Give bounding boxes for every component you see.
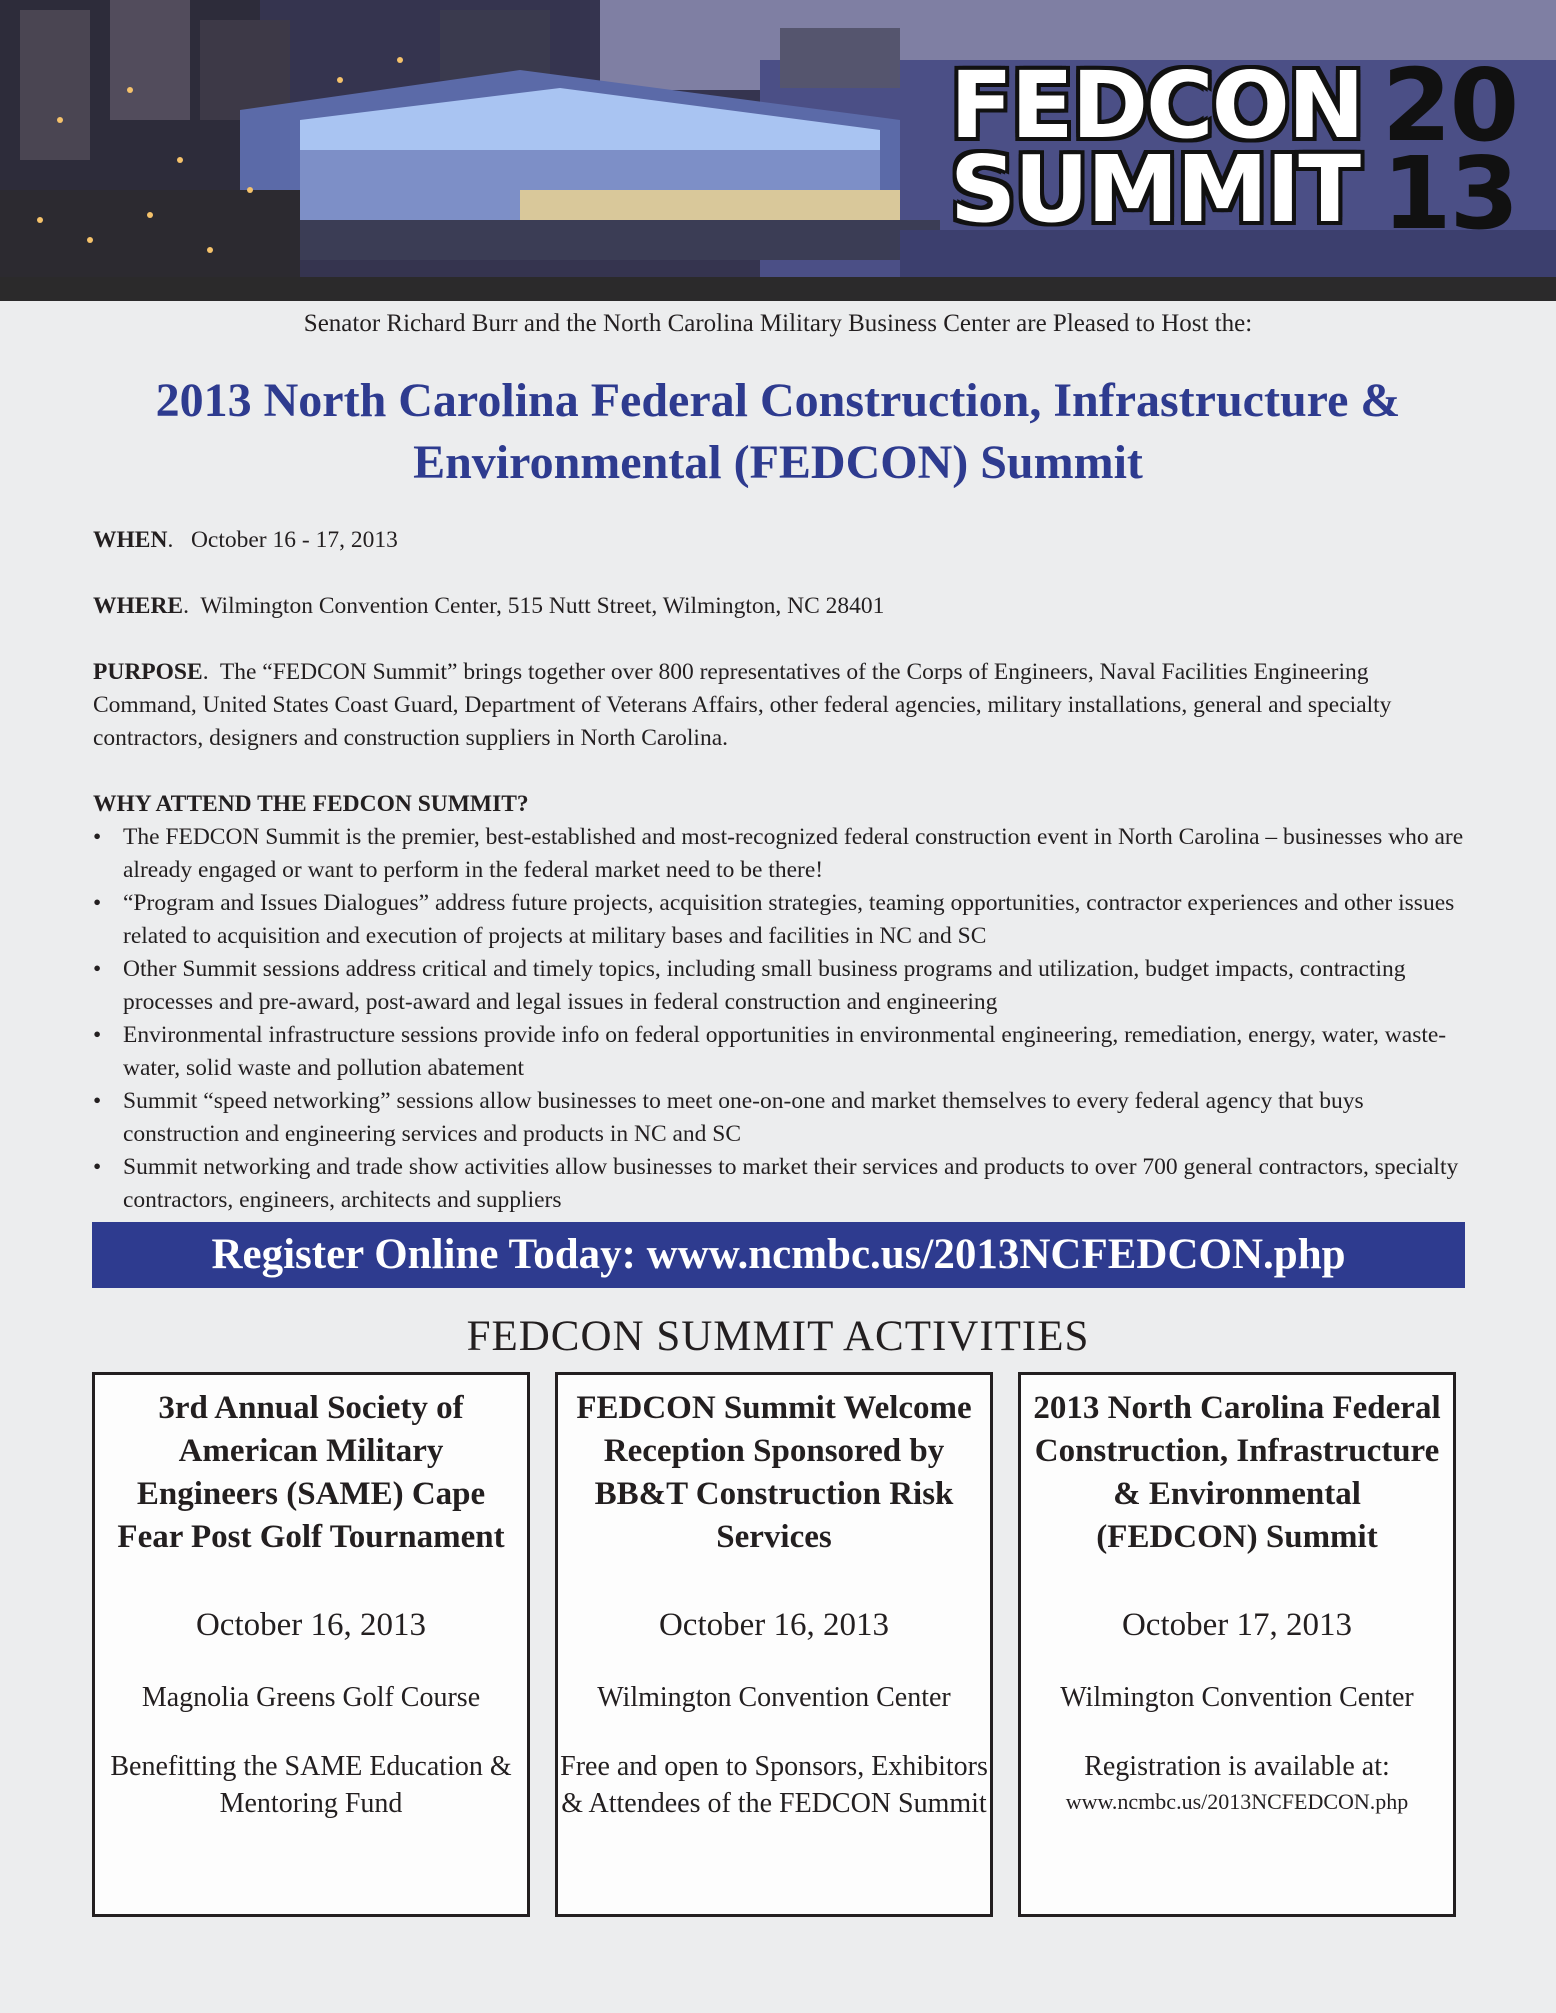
when-label: WHEN xyxy=(93,527,168,553)
logo-summit: SUMMIT xyxy=(950,136,1360,243)
activities-heading: FEDCON SUMMIT ACTIVITIES xyxy=(466,1313,1090,1360)
list-item: • “Program and Issues Dialogues” address future projects, acquisition strategies, teaming opportunities, contractor experiences and other issues related to acquisition and execution of projects at military bases and facilities in NC and SC xyxy=(123,887,1473,953)
activity-venue: Wilmington Convention Center xyxy=(1060,1682,1414,1713)
when-line: WHEN. October 16 - 17, 2013 xyxy=(93,527,398,553)
logo-fedcon: FEDCON xyxy=(950,52,1363,159)
activity-date: October 16, 2013 xyxy=(658,1607,890,1643)
list-item: • Environmental infrastructure sessions provide info on federal opportunities in environmental engineering, remediation, energy, water, waste-water, solid waste and pollution abatement xyxy=(123,1019,1473,1085)
list-item: • Other Summit sessions address critical and timely topics, including small business programs and utilization, budget impacts, contracting processes and pre-award, post-award and legal issues in federal construction and engineering xyxy=(123,953,1473,1019)
header-banner xyxy=(0,0,1556,284)
where-label: WHERE xyxy=(93,593,184,619)
activity-title: FEDCON Summit Welcome Reception Sponsored by BB&T Construction Risk Services xyxy=(576,1390,972,1555)
activity-note: Benefitting the SAME Education & Mentoring Fund xyxy=(110,1751,512,1819)
activity-venue: Wilmington Convention Center xyxy=(597,1682,951,1713)
where-line: WHERE. Wilmington Convention Center, 515 Nutt Street, Wilmington, NC 28401 xyxy=(93,593,885,619)
why-attend-list xyxy=(93,821,1473,1217)
fedcon-summit-logo xyxy=(940,47,1540,252)
activity-title: 3rd Annual Society of American Military Engineers (SAME) Cape Fear Post Golf Tournament xyxy=(117,1390,505,1555)
activity-date: October 17, 2013 xyxy=(1121,1607,1353,1643)
activity-card-reception xyxy=(555,1372,993,1917)
activity-title: 2013 North Carolina Federal Construction, Infrastructure & Environmental (FEDCON) Summit xyxy=(1033,1390,1441,1555)
registration-link[interactable]: www.ncmbc.us/2013NCFEDCON.php xyxy=(1065,1789,1409,1814)
activity-note: Free and open to Sponsors, Exhibitors & Attendees of the FEDCON Summit xyxy=(560,1751,988,1819)
activity-card-summit xyxy=(1018,1372,1456,1917)
purpose-label: PURPOSE xyxy=(93,659,203,685)
why-attend-heading: WHY ATTEND THE FEDCON SUMMIT? xyxy=(93,791,529,817)
event-details xyxy=(93,524,1473,1217)
purpose-value: The “FEDCON Summit” brings together over 800 representatives of the Corps of Engineers, Naval Facilities Engineering Command, United States Coast Guard, Department of Veterans Affairs, other federal agencies, military installations, general and specialty contractors, designers and construction suppliers in North Carolina. xyxy=(93,659,1392,751)
list-item: • Summit “speed networking” sessions allow businesses to meet one-on-one and market themselves to every federal agency that buys construction and engineering services and products in NC and SC xyxy=(123,1085,1473,1151)
activity-date: October 16, 2013 xyxy=(195,1607,427,1643)
register-online-banner[interactable]: Register Online Today: www.ncmbc.us/2013NCFEDCON.php xyxy=(92,1222,1465,1288)
list-item: • Summit networking and trade show activities allow businesses to market their services and products to over 700 general contractors, specialty contractors, engineers, architects and suppliers xyxy=(123,1151,1473,1217)
activity-card-golf xyxy=(92,1372,530,1917)
where-value: Wilmington Convention Center, 515 Nutt Street, Wilmington, NC 28401 xyxy=(200,593,885,619)
list-item: • The FEDCON Summit is the premier, best-established and most-recognized federal construction event in North Carolina – businesses who are already engaged or want to perform in the federal market need to be there! xyxy=(123,821,1473,887)
event-title: 2013 North Carolina Federal Construction, Infrastructure & Environmental (FEDCON) Summit xyxy=(155,374,1401,489)
when-value: October 16 - 17, 2013 xyxy=(190,527,398,553)
logo-year-top: 20 xyxy=(1382,47,1518,164)
activity-note: Registration is available at: xyxy=(1084,1751,1390,1782)
activity-venue: Magnolia Greens Golf Course xyxy=(141,1682,481,1713)
host-intro: Senator Richard Burr and the North Carolina Military Business Center are Pleased to Host the: xyxy=(303,310,1253,337)
logo-year-bottom: 13 xyxy=(1382,135,1518,252)
banner-divider xyxy=(0,277,1556,301)
purpose-line: PURPOSE. The “FEDCON Summit” brings together over 800 representatives of the Corps of Engineers, Naval Facilities Engineering Command, United States Coast Guard, Department of Veterans Affairs, other federal agencies, military installations, general and specialty contractors, designers and construction suppliers in North Carolina. xyxy=(93,659,1392,751)
